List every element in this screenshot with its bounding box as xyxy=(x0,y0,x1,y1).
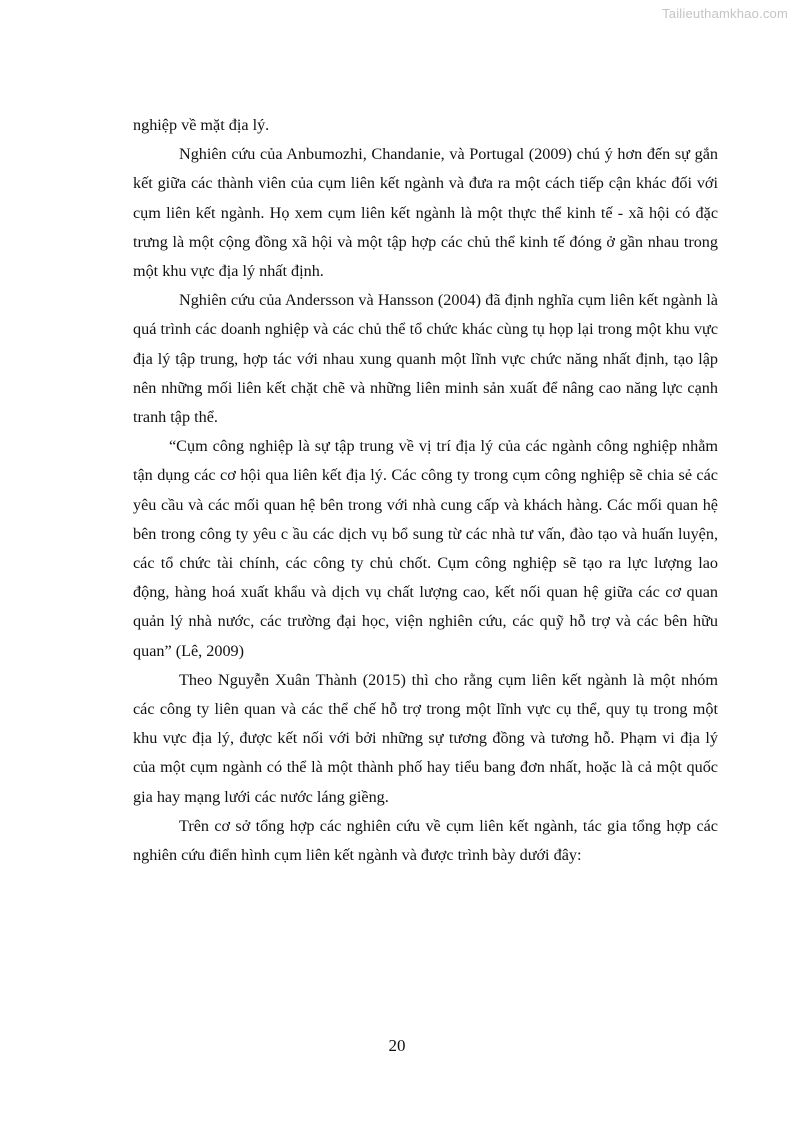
paragraph-andersson: Nghiên cứu của Andersson và Hansson (2004) đã định nghĩa cụm liên kết ngành là quá trình các doanh nghiệp và các chủ thể tổ chức khác cùng tụ họp lại trong một khu vực địa lý tập trung, hợp tác với nhau xung quanh một lĩnh vực chức năng nhất định, tạo lập nên những mối liên kết chặt chẽ và những liên minh sản xuất để nâng cao năng lực cạnh tranh tập thể. xyxy=(133,291,718,427)
paragraph-summary: Trên cơ sở tổng hợp các nghiên cứu về cụm liên kết ngành, tác gia tổng hợp các nghiên cứu điển hình cụm liên kết ngành và được trình bày dưới đây: xyxy=(133,816,718,865)
document-body xyxy=(133,111,718,870)
paragraph-anbumozhi: Nghiên cứu của Anbumozhi, Chandanie, và Portugal (2009) chú ý hơn đến sự gắn kết giữa các thành viên của cụm liên kết ngành và đưa ra một cách tiếp cận khác đối với cụm liên kết ngành. Họ xem cụm liên kết ngành là một thực thể kinh tế - xã hội có đặc trưng là một cộng đồng xã hội và một tập hợp các chủ thể kinh tế đóng ở gần nhau trong một khu vực địa lý nhất định. xyxy=(133,145,718,281)
watermark-text: Tailieuthamkhao.com xyxy=(662,6,788,21)
paragraph-quote: “Cụm công nghiệp là sự tập trung về vị trí địa lý của các ngành công nghiệp nhằm tận dụng các cơ hội qua liên kết địa lý. Các công ty trong cụm công nghiệp sẽ chia sẻ các yêu cầu và các mối quan hệ bên trong với nhà cung cấp và khách hàng. Các mối quan hệ bên trong công ty yêu c ầu các dịch vụ bổ sung từ các nhà tư vấn, đào tạo và huấn luyện, các tổ chức tài chính, các công ty chủ chốt. Cụm công nghiệp sẽ tạo ra lực lượng lao động, hàng hoá xuất khẩu và dịch vụ chất lượng cao, kết nối quan hệ giữa các cơ quan quản lý nhà nước, các trường đại học, viện nghiên cứu, các quỹ hỗ trợ và các bên hữu quan” (Lê, 2009) xyxy=(133,437,718,660)
paragraph-nguyen: Theo Nguyễn Xuân Thành (2015) thì cho rằng cụm liên kết ngành là một nhóm các công ty liên quan và các thể chế hỗ trợ trong một lĩnh vực cụ thể, quy tụ trong một khu vực địa lý, được kết nối với bởi những sự tương đồng và tương hỗ. Phạm vi địa lý của một cụm ngành có thể là một thành phố hay tiểu bang đơn nhất, hoặc là cả một quốc gia hay mạng lưới các nước láng giềng. xyxy=(133,670,718,806)
paragraph-continuation: nghiệp về mặt địa lý. xyxy=(133,116,270,134)
page-number: 20 xyxy=(388,1036,406,1055)
